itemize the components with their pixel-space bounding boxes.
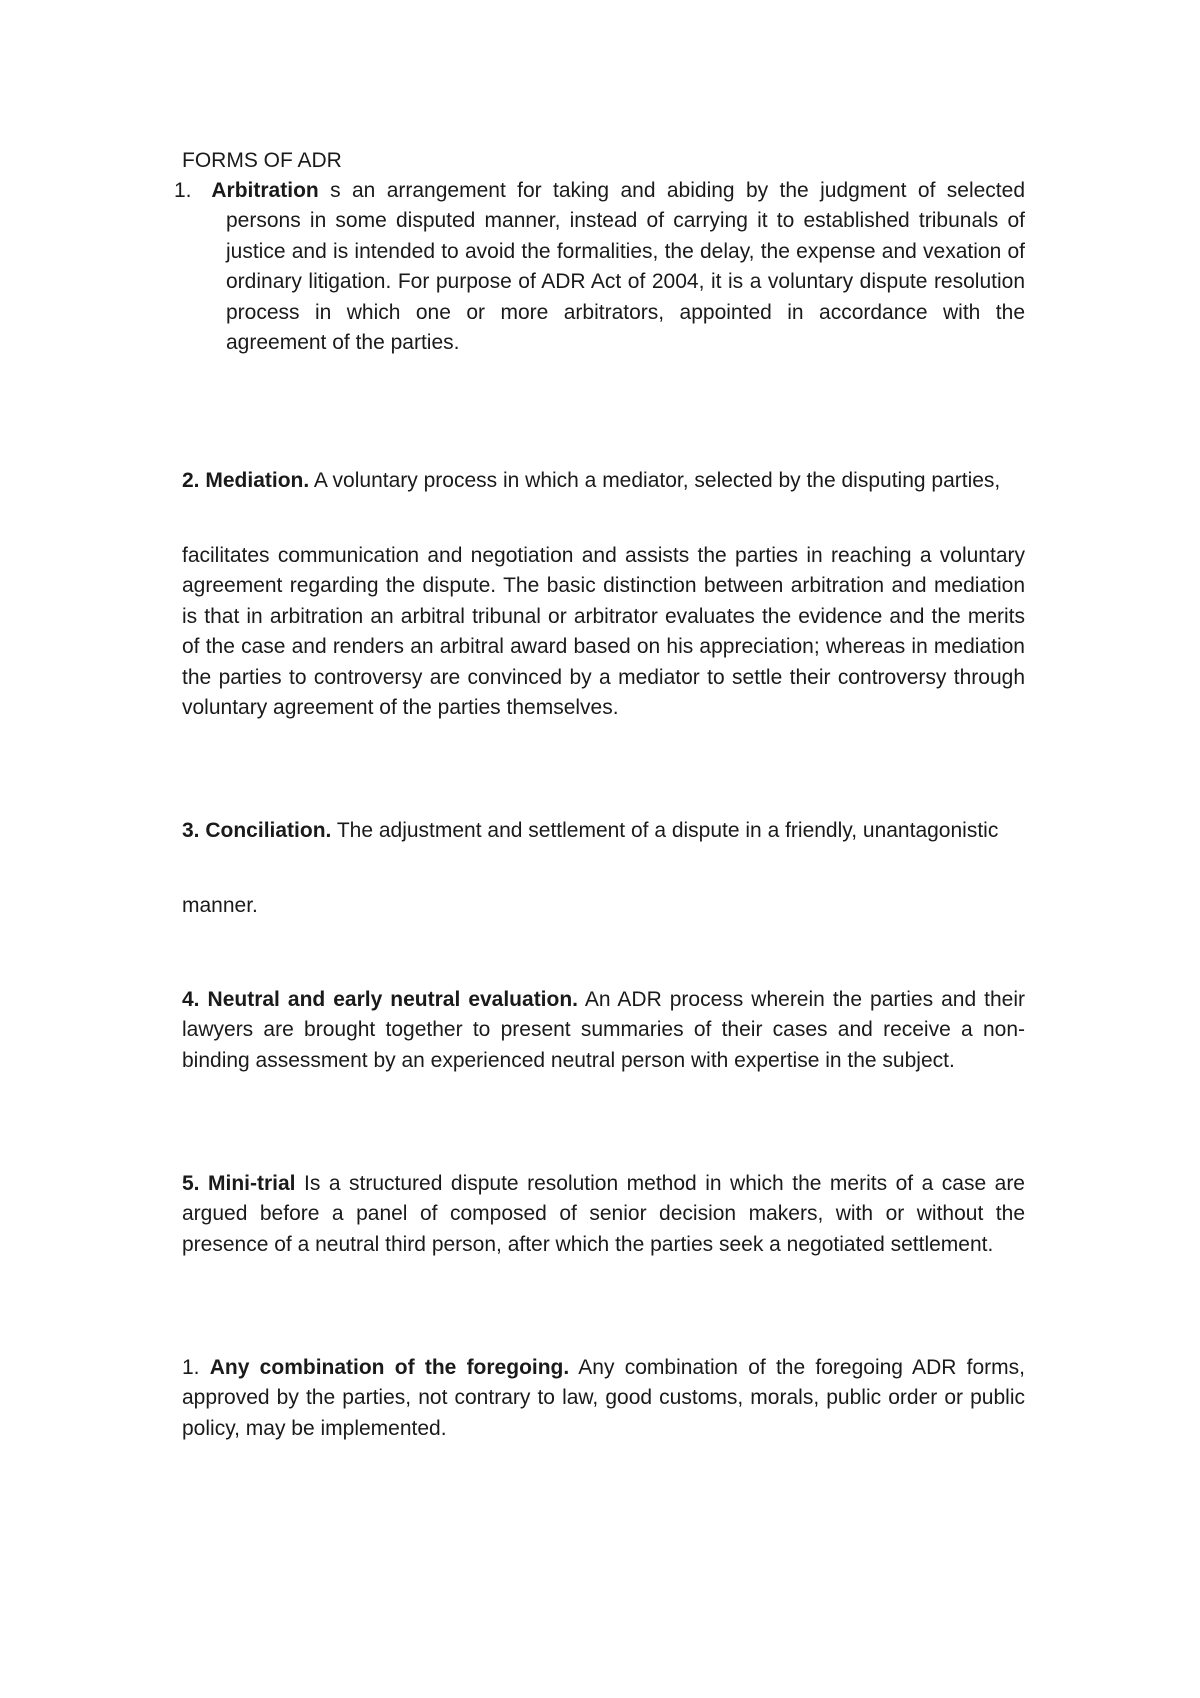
item-term: Any combination of the foregoing. <box>209 1356 570 1379</box>
item-text: Any combination of the foregoing ADR forms, approved by the parties, not contrary to law, good customs, morals, public order or public policy, may be implemented. <box>182 1356 1025 1440</box>
item-text: The adjustment and settlement of a dispute in a friendly, unantagonistic <box>331 819 999 842</box>
list-item-mini-trial <box>182 1169 1025 1260</box>
list-item-mediation <box>182 466 1025 496</box>
mediation-continuation: facilitates communication and negotiation and assists the parties in reaching a voluntary agreement regarding the dispute. The basic distinction between arbitration and mediation is that in arbitration an arbitral tribunal or arbitrator evaluates the evidence and the merits of the case and renders an arbitral award based on his appreciation; whereas in mediation the parties to controversy are convinced by a mediator to settle their controversy through voluntary agreement of the parties themselves. <box>182 544 1025 720</box>
item-term: Mediation. <box>205 469 310 492</box>
item-text: s an arrangement for taking and abiding by the judgment of selected persons in some disputed manner, instead of carrying it to established tribunals of justice and is intended to avoid the formalities, the delay, the expense and vexation of ordinary litigation. For purpose of ADR Act of 2004, it is a voluntary dispute resolution process in which one or more arbitrators, appointed in accordance with the agreement of the parties. <box>226 179 1025 355</box>
item-number: 3. <box>182 819 200 842</box>
item-term: Neutral and early neutral evaluation. <box>207 988 579 1011</box>
list-item-neutral-evaluation <box>182 985 1025 1076</box>
item-number: 4. <box>182 988 200 1011</box>
document-title: FORMS OF ADR <box>182 149 342 172</box>
list-item-any-combination <box>182 1353 1025 1444</box>
item-number: 1. <box>182 1356 200 1379</box>
item-text: A voluntary process in which a mediator, selected by the disputing parties, <box>309 469 1001 492</box>
item-term: Conciliation. <box>205 819 332 842</box>
item-number: 5. <box>182 1172 200 1195</box>
list-item-conciliation <box>182 816 1025 846</box>
item-number: 2. <box>182 469 200 492</box>
item-term: Arbitration <box>211 179 319 202</box>
item-text: An ADR process wherein the parties and their lawyers are brought together to present summaries of their cases and receive a non-binding assessment by an experienced neutral person with expertise in the subject. <box>182 988 1025 1072</box>
item-term: Mini-trial <box>208 1172 296 1195</box>
list-item-arbitration: 1. Arbitration s an arrangement for taking and abiding by the judgment of selected persons in some disputed manner, instead of carrying it to established tribunals of justice and is intended to avoid the formalities, the delay, the expense and vexation of ordinary litigation. For purpose of ADR Act of 2004, it is a voluntary dispute resolution process in which one or more arbitrators, appointed in accordance with the agreement of the parties. <box>174 179 1025 355</box>
conciliation-continuation: manner. <box>182 894 258 917</box>
item-text: Is a structured dispute resolution method in which the merits of a case are argued before a panel of composed of senior decision makers, with or without the presence of a neutral third person, after which the parties seek a negotiated settlement. <box>182 1172 1025 1256</box>
